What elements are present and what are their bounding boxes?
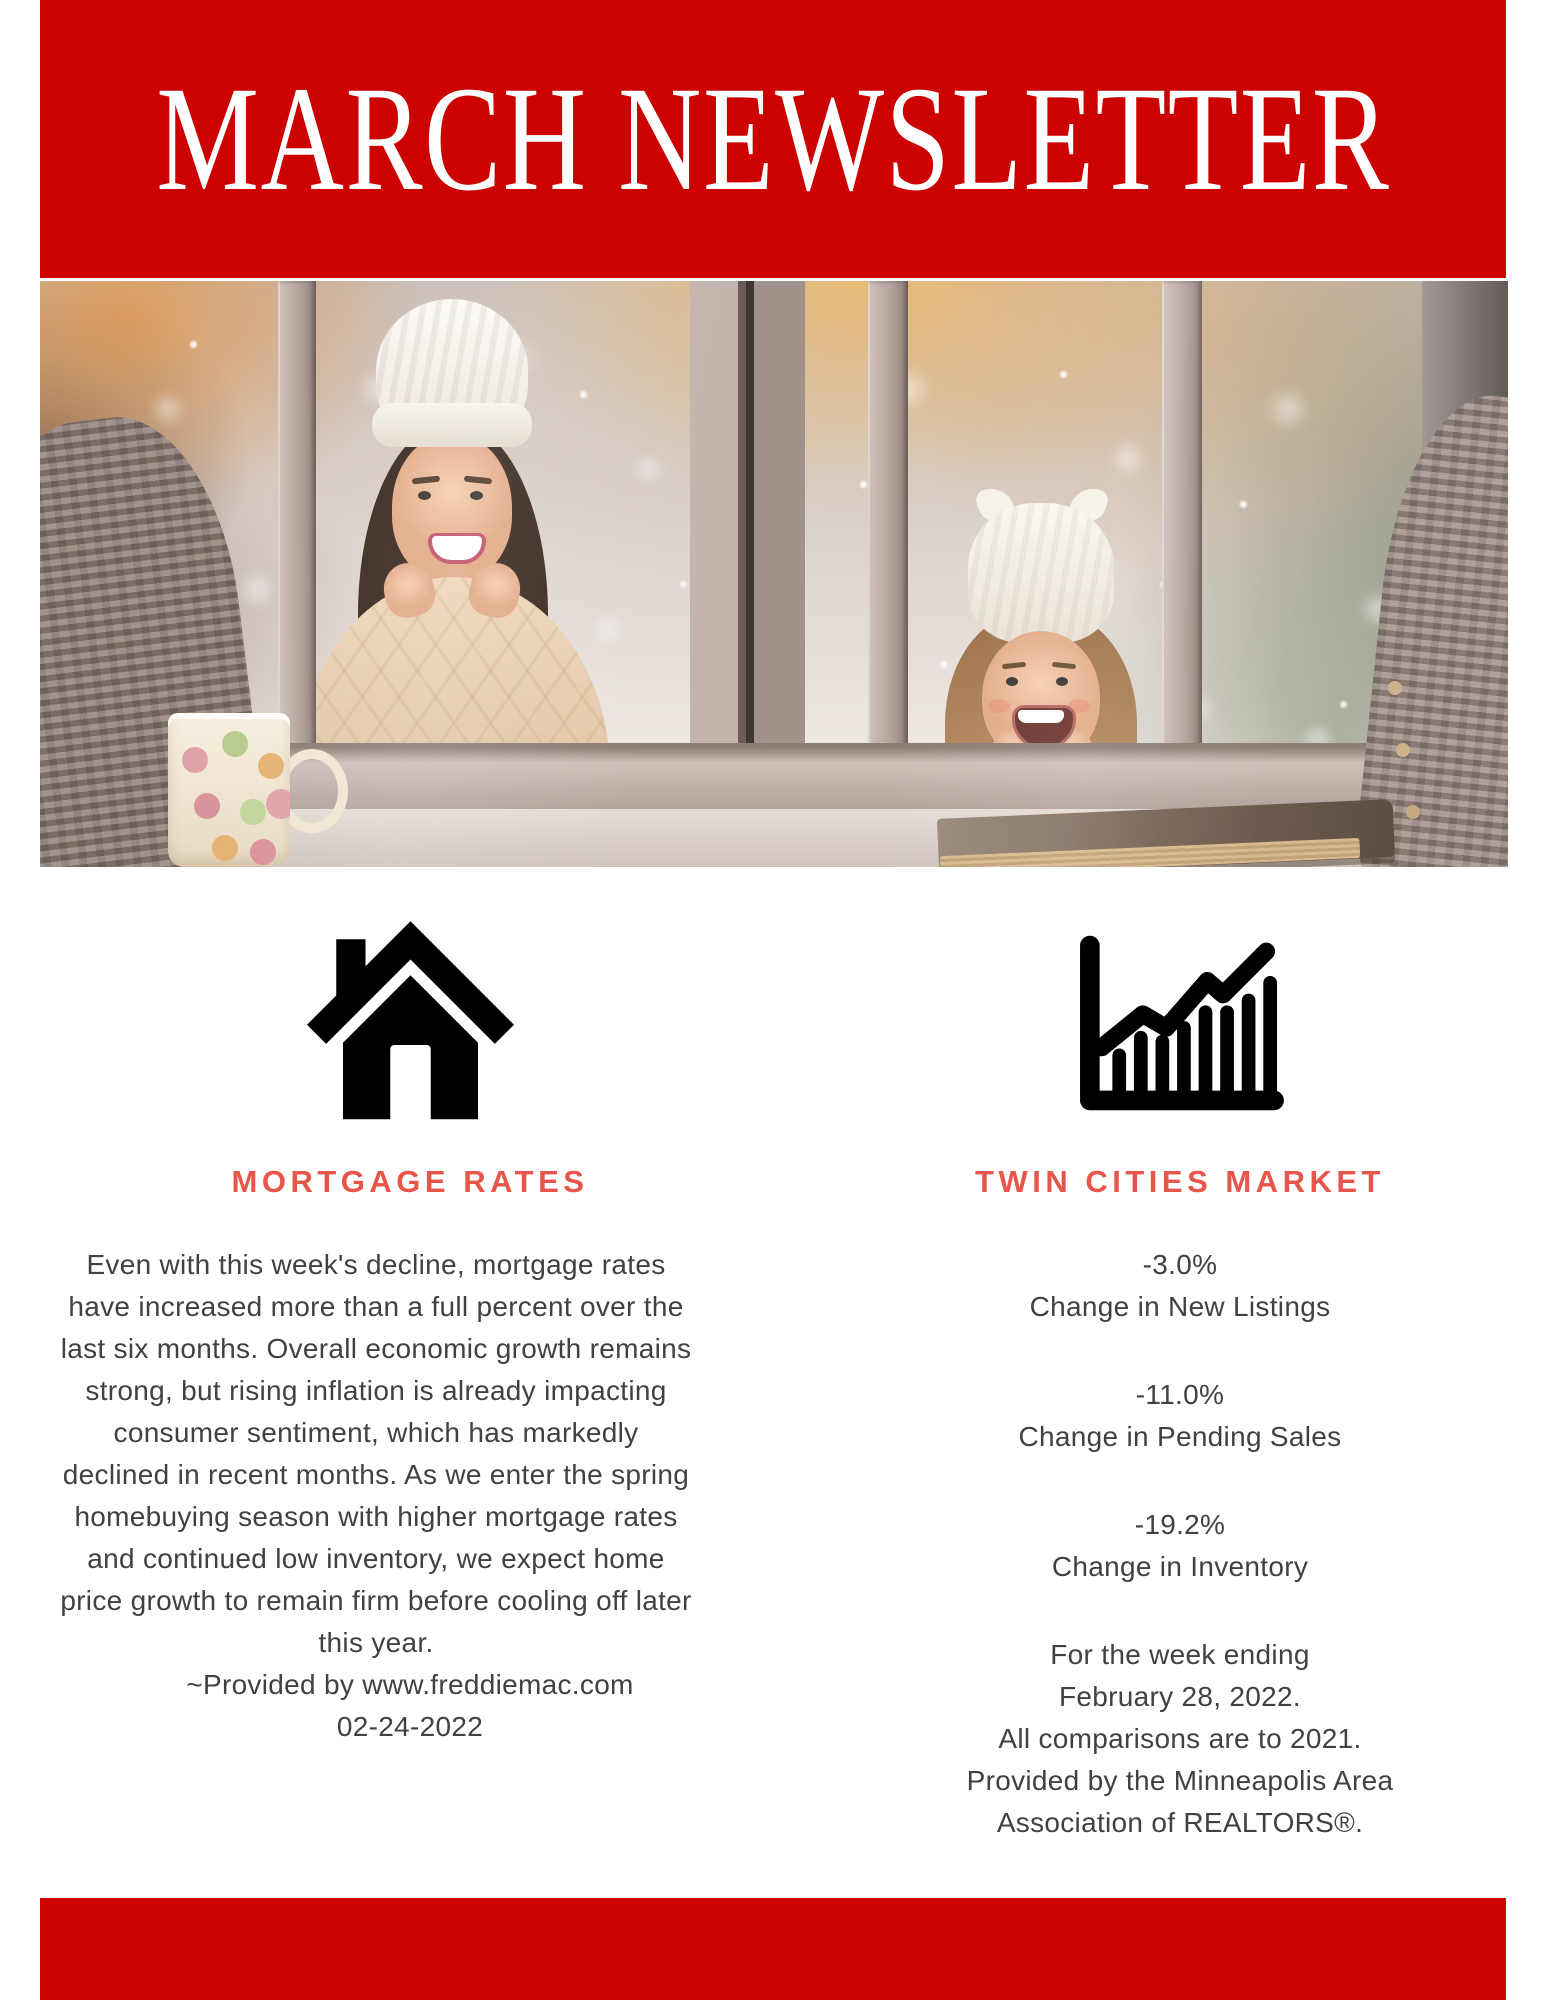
market-icon-box [880, 898, 1480, 1146]
footer-banner [40, 1898, 1506, 2000]
section-mortgage-rates [60, 898, 760, 1748]
page-title: MARCH NEWSLETTER [155, 56, 1391, 222]
mortgage-rates-date: 02-24-2022 [336, 1711, 484, 1742]
stat-pending-sales [880, 1374, 1480, 1458]
mortgage-rates-heading: MORTGAGE RATES [231, 1164, 589, 1199]
footnote-line: For the week ending [1050, 1639, 1310, 1670]
stat-inventory [880, 1504, 1480, 1588]
mortgage-icon-box [60, 898, 760, 1146]
glass-sheen [40, 281, 1508, 867]
footnote-line: February 28, 2022. [1059, 1681, 1301, 1712]
mortgage-rates-content [60, 1244, 760, 1748]
bar-chart-icon [1070, 924, 1290, 1120]
section-twin-cities-market [880, 898, 1480, 1844]
house-icon [293, 910, 528, 1135]
footnote-line: All comparisons are to 2021. [998, 1723, 1362, 1754]
stat-value: -3.0% [1142, 1249, 1218, 1280]
footnote-line: Provided by the Minneapolis Area [966, 1765, 1394, 1796]
stat-label: Change in New Listings [1029, 1291, 1331, 1322]
stat-new-listings [880, 1244, 1480, 1328]
stat-value: -11.0% [1135, 1379, 1225, 1410]
stat-value: -19.2% [1134, 1509, 1226, 1540]
stat-label: Change in Pending Sales [1018, 1421, 1342, 1452]
twin-cities-market-content [880, 1244, 1480, 1844]
header-banner [40, 0, 1506, 278]
footnote-line: Association of REALTORS®. [996, 1807, 1364, 1838]
stat-label: Change in Inventory [1051, 1551, 1309, 1582]
mortgage-rates-attribution: ~Provided by www.freddiemac.com [186, 1669, 634, 1700]
newsletter-photo [40, 281, 1508, 867]
market-footnote [880, 1634, 1480, 1844]
mortgage-rates-paragraph: Even with this week's decline, mortgage rates have increased more than a full percent over the last six months. Overall economic growth remains strong, but rising inflation is already impacting consumer sentiment, which has markedly declined in recent months. As we enter the spring homebuying season with higher mortgage rates and continued low inventory, we expect home price growth to remain firm before cooling off later this year. [60, 1249, 692, 1658]
twin-cities-market-heading: TWIN CITIES MARKET [975, 1164, 1385, 1199]
